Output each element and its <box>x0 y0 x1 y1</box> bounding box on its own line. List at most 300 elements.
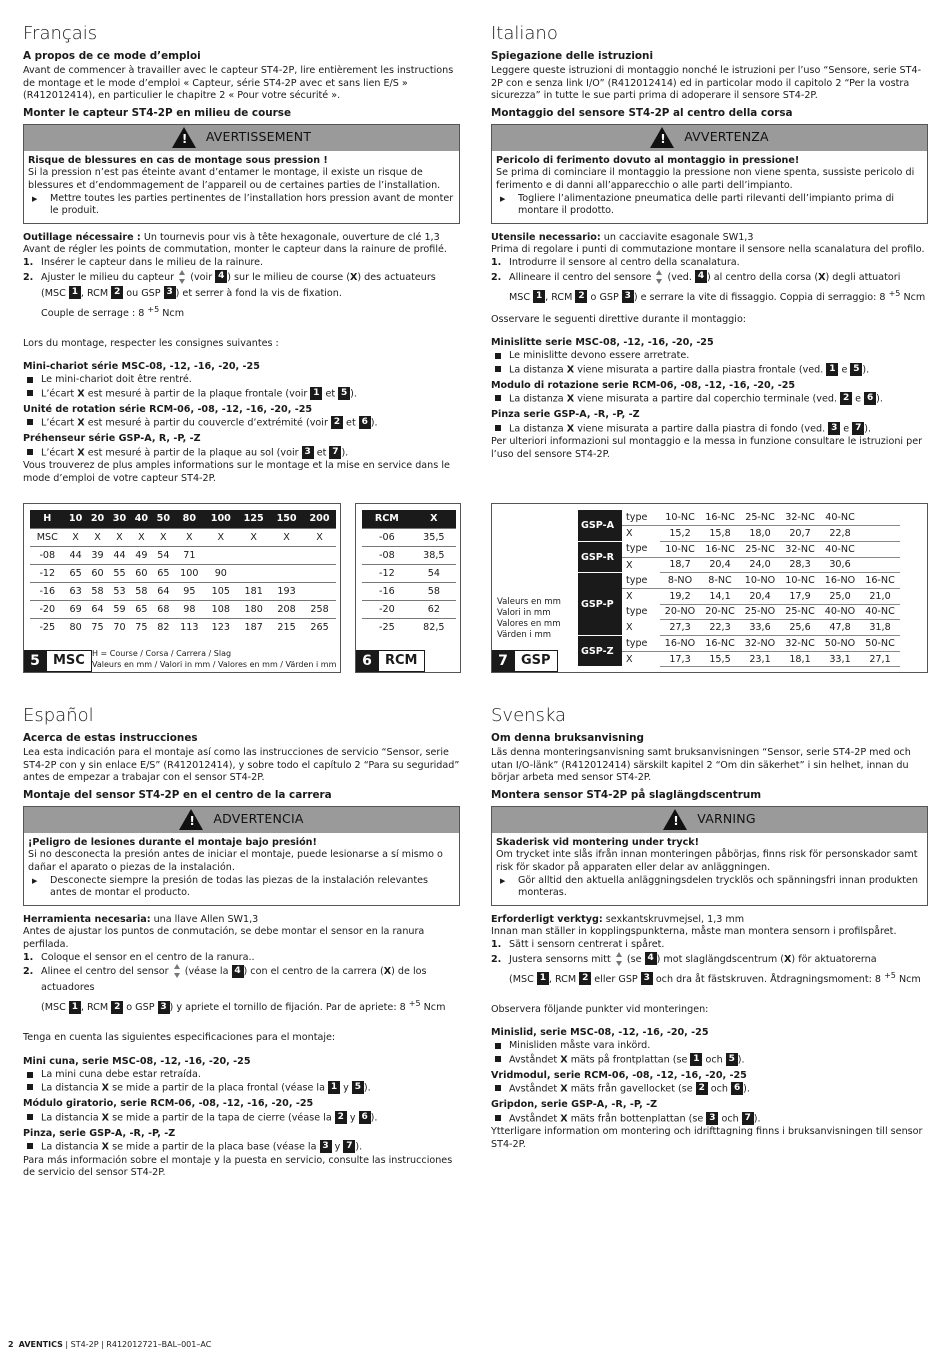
sensor-center-icon <box>655 270 663 284</box>
table-cell: 180 <box>237 600 270 618</box>
table-cell: 24,0 <box>740 557 780 573</box>
gsp-title: Pinza, serie GSP-A, -R, -P, -Z <box>23 1127 176 1139</box>
column-header: 50 <box>152 510 174 528</box>
table-cell <box>237 546 270 564</box>
table-cell: 44 <box>65 546 87 564</box>
table-row <box>362 528 456 546</box>
table-cell: 40-NC <box>860 604 900 620</box>
step-1: 1. Insérer le capteur dans le milieu de la rainure. <box>23 256 264 268</box>
warning-label: ADVERTENCIA <box>213 811 304 827</box>
warning-header <box>24 125 459 151</box>
table-cell: 8-NO <box>660 573 700 589</box>
table-cell: 33,1 <box>820 651 860 667</box>
msc-table <box>30 510 336 636</box>
table-cell: X <box>65 528 87 546</box>
table-cell: 15,2 <box>660 526 700 542</box>
table-cell: -16 <box>362 582 412 600</box>
table-cell: 60 <box>130 564 152 582</box>
table-cell: 38,5 <box>412 546 456 564</box>
warning-triangle-icon: ! <box>179 809 203 830</box>
table-cell: 50-NC <box>860 636 900 652</box>
column-header: 30 <box>108 510 130 528</box>
row-label: type <box>622 636 660 652</box>
table-cell: 15,5 <box>700 651 740 667</box>
table-cell: 23,1 <box>740 651 780 667</box>
table-row <box>578 636 900 652</box>
rcm-item-1: La distancia X se mide a partir de la tapa de cierre (véase la 2 y 6 ). <box>23 1111 460 1125</box>
gsp-item-1: La distancia X se mide a partir de la placa base (véase la 3 y 7 ). <box>23 1140 460 1154</box>
table-cell: 181 <box>237 582 270 600</box>
table-cell: 17,9 <box>780 588 820 604</box>
table-row <box>30 546 336 564</box>
figure-caption <box>492 650 558 672</box>
gsp-table <box>578 510 900 667</box>
table-cell: 16-NC <box>700 510 740 526</box>
msc-title: Minislitte serie MSC-08, -12, -16, -20, -25 <box>491 337 714 349</box>
rcm-item-1: La distanza X viene misurata a partire dal coperchio terminale (ved. 2 e 6 ). <box>491 392 928 406</box>
table-cell: X <box>87 528 109 546</box>
more-info: Vous trouverez de plus amples informations sur le montage et la mise en service dans le mode d’emploi de votre capteur ST4-2P. <box>23 459 450 484</box>
heading-about: A propos de ce mode d’emploi <box>23 50 201 62</box>
table-cell: 31,8 <box>860 620 900 636</box>
table-cell: 10-NC <box>660 510 700 526</box>
table-row <box>578 651 900 667</box>
table-row <box>30 618 336 636</box>
table-cell: 16-NO <box>820 573 860 589</box>
figure-number: 7 <box>492 650 514 672</box>
table-cell: 30,6 <box>820 557 860 573</box>
table-cell: 18,0 <box>740 526 780 542</box>
row-label: type <box>622 541 660 557</box>
table-cell: 50-NO <box>820 636 860 652</box>
section-title: Español <box>23 705 94 726</box>
table-cell: 20,7 <box>780 526 820 542</box>
table-cell: 25,6 <box>780 620 820 636</box>
column-header: 125 <box>237 510 270 528</box>
table-gsp-figure <box>491 503 928 673</box>
msc-item-2: Avståndet X mäts på frontplattan (se 1 och 5 ). <box>491 1053 928 1067</box>
observe-text: Observera följande punkter vid monteringen: <box>491 1003 709 1015</box>
table-cell: 20-NC <box>700 604 740 620</box>
gsp-legend: Valeurs en mm Valori in mm Valores en mm Värden i mm <box>497 597 561 640</box>
table-cell: 55 <box>108 564 130 582</box>
table-cell: 71 <box>174 546 204 564</box>
table-cell: 59 <box>108 600 130 618</box>
table-cell: -20 <box>362 600 412 618</box>
table-cell: 95 <box>174 582 204 600</box>
table-msc-figure <box>23 503 341 673</box>
warning-text: Si no desconecta la presión antes de iniciar el montaje, puede lesionarse a sí mismo o dañar el aparato o piezas de la instalación. <box>28 849 443 873</box>
rcm-item-1: L’écart X est mesuré à partir du couvercle d’extrémité (voir 2 et 6 ). <box>23 416 460 430</box>
figure-number: 6 <box>356 650 378 672</box>
about-paragraph: Avant de commencer à travailler avec le capteur ST4-2P, lire entièrement les instructions de montage et le mode d’emploi « Capteur, série ST4-2P avec et sans lien E/S » (R412012414), en particulier le chapitre 2 « Pour votre sécurité ». <box>23 65 454 102</box>
table-cell: 65 <box>65 564 87 582</box>
warning-text: Se prima di cominciare il montaggio la pressione non viene spenta, sussiste pericolo di ferimento e di danni all’apparecchio o alle parti dell’impianto. <box>496 167 915 191</box>
table-cell: 20,4 <box>700 557 740 573</box>
table-cell: X <box>108 528 130 546</box>
row-label: type <box>626 606 648 618</box>
row-label: X <box>626 622 633 634</box>
table-cell: 53 <box>108 582 130 600</box>
heading-about: Om denna bruksanvisning <box>491 732 644 744</box>
table-row <box>30 582 336 600</box>
before-text: Avant de régler les points de commutation, monter le capteur dans la rainure de profilé. <box>23 244 447 256</box>
table-cell: X <box>204 528 237 546</box>
table-cell: 82,5 <box>412 618 456 636</box>
column-header: 20 <box>87 510 109 528</box>
table-row <box>578 604 900 620</box>
column-header: X <box>412 510 456 528</box>
more-info: Per ulteriori informazioni sul montaggio e la messa in funzione consultare le istruzioni per l’uso del sensore ST4-2P. <box>491 435 923 460</box>
table-cell <box>270 564 303 582</box>
warning-title: Pericolo di ferimento dovuto al montaggio in pressione! <box>496 154 800 166</box>
table-cell: 20-NO <box>660 604 700 620</box>
rcm-item-1: Avståndet X mäts från gavellocket (se 2 och 6 ). <box>491 1082 928 1096</box>
section-title: Svenska <box>491 705 567 726</box>
table-cell: MSC <box>30 528 65 546</box>
msc-item-2: La distancia X se mide a partir de la placa frontal (véase la 1 y 5 ). <box>23 1081 460 1095</box>
table-cell: 16-NC <box>700 541 740 557</box>
about-paragraph: Leggere queste istruzioni di montaggio nonché le istruzioni per l’uso “Sensore, serie ST4-2P con e senza link I/O” (R412012414) ed in particolar modo il capitolo 2 “Per la vostra sicurezza” in tutte le sue parti prima di adoperare il sensore ST4-2P. <box>491 65 922 102</box>
tools-line: Erforderligt verktyg: sexkantskruvmejsel, 1,3 mm <box>491 913 745 925</box>
table-cell <box>303 546 336 564</box>
step-2: 2. Allineare il centro del sensore (ved. 4 ) al centro della corsa (X) degli attuatori MSC 1 , RCM 2 o GSP 3 ) e serrare la vite di fissaggio. Coppia di serraggio: 8 $^{+5}$ Ncm <box>491 271 926 303</box>
table-cell: 44 <box>108 546 130 564</box>
table-cell: 22,3 <box>700 620 740 636</box>
warning-label: AVERTISSEMENT <box>205 129 312 145</box>
row-label: X <box>626 528 633 540</box>
sensor-center-icon <box>173 964 181 978</box>
warning-title: ¡Peligro de lesiones durante el montaje bajo presión! <box>28 836 317 848</box>
gsp-title: Préhenseur série GSP-A, R, -P, -Z <box>23 433 201 445</box>
table-cell: 27,3 <box>660 620 700 636</box>
column-header: 200 <box>303 510 336 528</box>
table-cell: 208 <box>270 600 303 618</box>
warning-box <box>23 806 460 906</box>
table-cell: 32-NC <box>780 636 820 652</box>
table-cell: 193 <box>270 582 303 600</box>
before-text: Prima di regolare i punti di commutazione montare il sensore nella scanalatura del profilo. <box>491 244 925 256</box>
rcm-title: Unité de rotation série RCM-06, -08, -12, -16, -20, -25 <box>23 403 313 415</box>
table-row <box>30 564 336 582</box>
observe-text: Tenga en cuenta las siguientes especificaciones para el montaje: <box>23 1032 336 1044</box>
rcm-title: Módulo giratorio, serie RCM-06, -08, -12, -16, -20, -25 <box>23 1098 314 1110</box>
column-header: RCM <box>362 510 412 528</box>
table-cell: -16 <box>30 582 65 600</box>
table-cell: 18,1 <box>780 651 820 667</box>
more-info: Ytterligare information om montering och idrifttagning finns i bruksanvisningen till sensor ST4-2P. <box>491 1125 923 1150</box>
warning-triangle-icon: ! <box>663 809 687 830</box>
warning-box <box>491 124 928 224</box>
table-cell: 19,2 <box>660 588 700 604</box>
table-cell: 113 <box>174 618 204 636</box>
table-cell: 80 <box>65 618 87 636</box>
footer-brand: AVENTICS <box>18 1340 63 1349</box>
rcm-table <box>362 510 456 636</box>
table-cell: 33,6 <box>740 620 780 636</box>
column-header: 10 <box>65 510 87 528</box>
table-cell: -20 <box>30 600 65 618</box>
section-title: Italiano <box>491 23 558 44</box>
table-cell: 82 <box>152 618 174 636</box>
msc-item-1: Le mini-chariot doit être rentré. <box>23 374 460 387</box>
table-row <box>362 618 456 636</box>
table-cell: 58 <box>130 582 152 600</box>
table-cell <box>860 557 900 573</box>
table-cell <box>860 541 900 557</box>
warning-header <box>492 125 927 151</box>
table-cell: -12 <box>362 564 412 582</box>
table-row <box>578 541 900 557</box>
column-header: 40 <box>130 510 152 528</box>
msc-item-1: Le minislitte devono essere arretrate. <box>491 350 928 363</box>
table-row <box>578 620 900 636</box>
step-2: 2. Alinee el centro del sensor (véase la 4 ) con el centro de la carrera (X) de los actuadores (MSC 1 , RCM 2 o GSP 3 ) y apriete el tornillo de fijación. Par de apriete: 8 $^{+5}$ Ncm <box>23 965 446 1014</box>
more-info: Para más información sobre el montaje y la puesta en servicio, consulte las instrucciones de servicio del sensor ST4-2P. <box>23 1154 453 1179</box>
table-cell: 63 <box>65 582 87 600</box>
table-cell: X <box>303 528 336 546</box>
table-cell: 25-NC <box>780 604 820 620</box>
table-cell <box>237 564 270 582</box>
table-cell: 32-NC <box>780 541 820 557</box>
table-cell: 70 <box>108 618 130 636</box>
row-label: X <box>626 591 633 603</box>
table-cell: 54 <box>152 546 174 564</box>
table-rcm-figure <box>355 503 461 673</box>
gsp-group-label: GSP-P <box>578 573 622 636</box>
table-cell: 25-NC <box>740 541 780 557</box>
gsp-title: Pinza serie GSP-A, -R, -P, -Z <box>491 409 640 421</box>
step-2: 2. Ajuster le milieu du capteur (voir 4 ) sur le milieu de course (X) des actuateurs (MSC 1 , RCM 2 ou GSP 3 ) et serrer à fond la vis de fixation. Couple de serrage : 8 $^{+5}$ Ncm <box>23 271 436 319</box>
gsp-group-label: GSP-R <box>578 541 622 572</box>
figure-caption <box>24 650 92 672</box>
table-cell: 8-NC <box>700 573 740 589</box>
msc-item-2: L’écart X est mesuré à partir de la plaque frontale (voir 1 et 5 ). <box>23 387 460 401</box>
step-1: 1. Sätt i sensorn centrerat i spåret. <box>491 938 665 950</box>
table-cell: 100 <box>174 564 204 582</box>
warning-text: Si la pression n’est pas éteinte avant d’entamer le montage, il existe un risque de blessures et d’endommagement de l’appareil ou de certaines parties de l’installation. <box>28 167 441 191</box>
table-cell: 69 <box>65 600 87 618</box>
table-cell: 58 <box>412 582 456 600</box>
heading-about: Acerca de estas instrucciones <box>23 732 198 744</box>
column-header: 150 <box>270 510 303 528</box>
heading-mount: Montera sensor ST4-2P på slaglängdscentrum <box>491 788 762 801</box>
table-cell: X <box>270 528 303 546</box>
warning-label: VARNING <box>697 811 756 827</box>
tools-line: Outillage nécessaire : Un tournevis pour vis à tête hexagonale, ouverture de clé 1,3 <box>23 231 440 243</box>
heading-mount: Montaggio del sensore ST4-2P al centro della corsa <box>491 106 793 119</box>
section-espanol <box>23 704 460 1180</box>
table-cell <box>860 526 900 542</box>
table-cell: X <box>174 528 204 546</box>
figure-label: GSP <box>514 650 558 672</box>
warning-action: ▶ Gör alltid den aktuella anläggningsdelen trycklös och spänningsfri innan produkten monteras. <box>496 875 923 900</box>
warning-header <box>492 807 927 833</box>
table-cell: 15,8 <box>700 526 740 542</box>
table-cell: 62 <box>412 600 456 618</box>
table-header-row <box>30 510 336 528</box>
row-label: X <box>626 653 633 665</box>
table-cell: 75 <box>87 618 109 636</box>
table-row <box>578 526 900 542</box>
about-paragraph: Lea esta indicación para el montaje así como las instrucciones de servicio “Sensor, serie ST4-2P con y sin enlace E/S” (R412012414), y sobre todo el capítulo 2 “Para su seguridad” antes de empezar a trabajar con el sensor ST4-2P. <box>23 747 460 784</box>
section-francais <box>23 22 460 485</box>
table-cell <box>270 546 303 564</box>
gsp-item-1: La distanza X viene misurata a partire dalla piastra di fondo (ved. 3 e 7 ). <box>491 422 928 436</box>
msc-title: Mini-chariot série MSC-08, -12, -16, -20, -25 <box>23 361 260 373</box>
gsp-item-1: L’écart X est mesuré à partir de la plaque au sol (voir 3 et 7 ). <box>23 446 460 460</box>
column-header: H <box>30 510 65 528</box>
table-cell: 54 <box>412 564 456 582</box>
table-cell: 32-NC <box>780 510 820 526</box>
figure-label: RCM <box>378 650 425 672</box>
table-cell: 64 <box>87 600 109 618</box>
table-cell: 28,3 <box>780 557 820 573</box>
table-cell: 40-NC <box>820 510 860 526</box>
table-cell: 40-NO <box>820 604 860 620</box>
sensor-center-icon <box>615 952 623 966</box>
table-cell: 60 <box>87 564 109 582</box>
gsp-item-1: Avståndet X mäts från bottenplattan (se 3 och 7 ). <box>491 1112 928 1126</box>
table-row <box>362 582 456 600</box>
msc-item-2: La distanza X viene misurata a partire dalla piastra frontale (ved. 1 e 5 ). <box>491 363 928 377</box>
table-cell: -06 <box>362 528 412 546</box>
table-cell: X <box>237 528 270 546</box>
table-cell: 65 <box>130 600 152 618</box>
table-cell: 22,8 <box>820 526 860 542</box>
footer-doc-ref: | ST4-2P | R412012721–BAL–001–AC <box>62 1340 212 1349</box>
figure-caption <box>356 650 425 672</box>
table-row <box>362 600 456 618</box>
table-cell: -12 <box>30 564 65 582</box>
table-cell: 27,1 <box>860 651 900 667</box>
figure-number: 5 <box>24 650 46 672</box>
table-cell: X <box>130 528 152 546</box>
row-label: type <box>622 510 660 526</box>
table-cell: 25-NO <box>740 604 780 620</box>
section-italiano <box>491 22 928 461</box>
table-cell: 98 <box>174 600 204 618</box>
table-cell: 187 <box>237 618 270 636</box>
heading-mount: Monter le capteur ST4-2P en milieu de course <box>23 106 291 119</box>
warning-action: ▶ Mettre toutes les parties pertinentes de l’installation hors pression avant de monter le produit. <box>28 193 455 218</box>
tools-line: Utensile necessario: un cacciavite esagonale SW1,3 <box>491 231 754 243</box>
tools-line: Herramienta necesaria: una llave Allen SW1,3 <box>23 913 259 925</box>
table-cell: 68 <box>152 600 174 618</box>
rcm-title: Vridmodul, serie RCM-06, -08, -12, -16, -20, -25 <box>491 1069 747 1081</box>
table-cell <box>204 546 237 564</box>
table-cell: 108 <box>204 600 237 618</box>
row-label: X <box>626 559 633 571</box>
warning-title: Risque de blessures en cas de montage sous pression ! <box>28 154 328 166</box>
table-cell: 25,0 <box>820 588 860 604</box>
table-cell: 25-NC <box>740 510 780 526</box>
table-cell: 10-NO <box>740 573 780 589</box>
section-title: Français <box>23 23 98 44</box>
table-cell <box>860 510 900 526</box>
warning-triangle-icon: ! <box>650 127 674 148</box>
observe-text: Osservare le seguenti direttive durante il montaggio: <box>491 313 747 325</box>
table-cell: 21,0 <box>860 588 900 604</box>
table-cell: 123 <box>204 618 237 636</box>
table-cell: 49 <box>130 546 152 564</box>
sensor-center-icon <box>178 270 186 284</box>
table-cell: 47,8 <box>820 620 860 636</box>
table-cell: 20,4 <box>740 588 780 604</box>
table-cell: 14,1 <box>700 588 740 604</box>
table-row <box>578 588 900 604</box>
table-cell: 16-NC <box>700 636 740 652</box>
table-cell: -25 <box>30 618 65 636</box>
table-row <box>578 573 900 589</box>
warning-box <box>23 124 460 224</box>
table-cell <box>303 564 336 582</box>
warning-text: Om trycket inte slås ifrån innan monteringen påbörjas, finns risk för personskador samt risk för skador på apparaten eller delar av anläggningen. <box>496 849 918 873</box>
msc-legend: H = Course / Corsa / Carrera / Slag Valeurs en mm / Valori in mm / Valores en mm / Värden i mm <box>92 649 337 669</box>
table-cell: 16-NC <box>860 573 900 589</box>
table-cell: 258 <box>303 600 336 618</box>
msc-item-1: La mini cuna debe estar retraída. <box>23 1069 460 1082</box>
table-cell: 35,5 <box>412 528 456 546</box>
table-cell <box>303 582 336 600</box>
column-header: 100 <box>204 510 237 528</box>
step-2: 2. Justera sensorns mitt (se 4 ) mot slaglängdscentrum (X) för aktuatorerna (MSC 1 , RCM 2 eller GSP 3 och dra åt fästskruven. Åtdragningsmoment: 8 $^{+5}$ Ncm <box>491 953 921 985</box>
table-row <box>362 564 456 582</box>
table-row <box>362 546 456 564</box>
table-cell: 40-NC <box>820 541 860 557</box>
about-paragraph: Läs denna monteringsanvisning samt bruksanvisningen “Sensor, serie ST4-2P med och utan I/O-länk” (R412012414) särskilt kapitel 2 “Om din säkerhet” i sin helhet, innan du börjar arbeta med sensor ST4-2P. <box>491 747 911 784</box>
gsp-title: Gripdon, serie GSP-A, -R, -P, -Z <box>491 1099 658 1111</box>
table-cell: 265 <box>303 618 336 636</box>
column-header: 80 <box>174 510 204 528</box>
heading-about: Spiegazione delle istruzioni <box>491 50 654 62</box>
table-cell: 215 <box>270 618 303 636</box>
warning-label: AVVERTENZA <box>684 129 769 145</box>
table-row <box>30 528 336 546</box>
table-cell: 39 <box>87 546 109 564</box>
table-cell: 65 <box>152 564 174 582</box>
table-cell: 16-NO <box>660 636 700 652</box>
section-svenska <box>491 704 928 1151</box>
table-cell: 58 <box>87 582 109 600</box>
table-cell: X <box>152 528 174 546</box>
step-1: 1. Introdurre il sensore al centro della scanalatura. <box>491 256 740 268</box>
table-cell: 105 <box>204 582 237 600</box>
table-cell: -08 <box>362 546 412 564</box>
page-footer <box>8 1340 211 1349</box>
table-row <box>578 557 900 573</box>
table-cell: -25 <box>362 618 412 636</box>
table-row <box>30 600 336 618</box>
heading-mount: Montaje del sensor ST4-2P en el centro de la carrera <box>23 788 332 801</box>
table-row <box>578 510 900 526</box>
warning-triangle-icon: ! <box>172 127 196 148</box>
table-cell: 10-NC <box>780 573 820 589</box>
table-cell: -08 <box>30 546 65 564</box>
gsp-group-label: GSP-A <box>578 510 622 541</box>
table-cell: 18,7 <box>660 557 700 573</box>
warning-title: Skaderisk vid montering under tryck! <box>496 836 700 848</box>
msc-title: Minislid, serie MSC-08, -12, -16, -20, -25 <box>491 1027 709 1039</box>
warning-action: ▶ Togliere l’alimentazione pneumatica delle parti rilevanti dell’impianto prima di montare il prodotto. <box>496 193 923 218</box>
observe-text: Lors du montage, respecter les consignes suivantes : <box>23 337 279 349</box>
table-cell: 64 <box>152 582 174 600</box>
warning-box <box>491 806 928 906</box>
before-text: Antes de ajustar los puntos de conmutación, se debe montar el sensor en la ranura perfilada. <box>23 926 425 950</box>
msc-item-1: Minisliden måste vara inkörd. <box>491 1040 928 1053</box>
table-cell: 17,3 <box>660 651 700 667</box>
step-1: 1. Coloque el sensor en el centro de la ranura.. <box>23 951 255 963</box>
